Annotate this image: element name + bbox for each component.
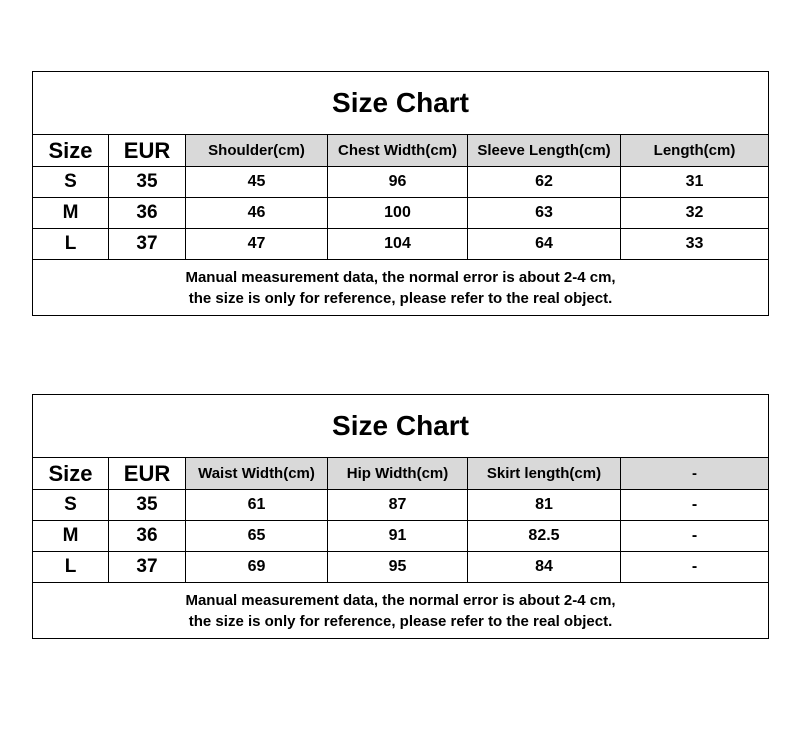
header-size: Size (33, 458, 109, 490)
cell-eur: 36 (109, 521, 186, 552)
cell-length: 31 (621, 167, 769, 198)
cell-empty: - (621, 552, 769, 583)
cell-sleeve-length: 63 (468, 198, 621, 229)
cell-chest-width: 96 (328, 167, 468, 198)
measurement-note (33, 260, 769, 316)
cell-eur: 37 (109, 229, 186, 260)
header-shoulder: Shoulder(cm) (186, 135, 328, 167)
cell-eur: 37 (109, 552, 186, 583)
header-eur: EUR (109, 135, 186, 167)
cell-eur: 35 (109, 490, 186, 521)
table-row (33, 198, 769, 229)
chart-title: Size Chart (33, 395, 769, 458)
cell-empty: - (621, 521, 769, 552)
cell-skirt-length: 82.5 (468, 521, 621, 552)
header-eur: EUR (109, 458, 186, 490)
cell-waist-width: 61 (186, 490, 328, 521)
header-empty: - (621, 458, 769, 490)
cell-hip-width: 87 (328, 490, 468, 521)
cell-eur: 35 (109, 167, 186, 198)
chart-title: Size Chart (33, 72, 769, 135)
cell-skirt-length: 84 (468, 552, 621, 583)
size-chart-table (32, 71, 769, 316)
header-sleeve-length: Sleeve Length(cm) (468, 135, 621, 167)
cell-hip-width: 91 (328, 521, 468, 552)
header-skirt-length: Skirt length(cm) (468, 458, 621, 490)
size-chart-table (32, 394, 769, 639)
cell-empty: - (621, 490, 769, 521)
cell-size: S (33, 167, 109, 198)
cell-size: M (33, 521, 109, 552)
cell-length: 33 (621, 229, 769, 260)
cell-skirt-length: 81 (468, 490, 621, 521)
cell-shoulder: 45 (186, 167, 328, 198)
cell-sleeve-length: 62 (468, 167, 621, 198)
cell-size: L (33, 229, 109, 260)
header-size: Size (33, 135, 109, 167)
header-hip-width: Hip Width(cm) (328, 458, 468, 490)
cell-hip-width: 95 (328, 552, 468, 583)
size-chart-bottom (32, 394, 768, 639)
header-row (33, 458, 769, 490)
note-line: the size is only for reference, please refer to the real object. (188, 612, 613, 630)
cell-chest-width: 104 (328, 229, 468, 260)
table-row (33, 552, 769, 583)
cell-size: S (33, 490, 109, 521)
cell-size: M (33, 198, 109, 229)
note-line: Manual measurement data, the normal error is about 2-4 cm, (185, 268, 616, 286)
note-line: the size is only for reference, please refer to the real object. (188, 289, 613, 307)
cell-length: 32 (621, 198, 769, 229)
cell-chest-width: 100 (328, 198, 468, 229)
size-chart-top (32, 71, 768, 316)
header-row (33, 135, 769, 167)
cell-size: L (33, 552, 109, 583)
table-row (33, 229, 769, 260)
header-waist-width: Waist Width(cm) (186, 458, 328, 490)
measurement-note (33, 583, 769, 639)
header-length: Length(cm) (621, 135, 769, 167)
cell-waist-width: 65 (186, 521, 328, 552)
cell-sleeve-length: 64 (468, 229, 621, 260)
table-row (33, 521, 769, 552)
header-chest-width: Chest Width(cm) (328, 135, 468, 167)
cell-waist-width: 69 (186, 552, 328, 583)
cell-eur: 36 (109, 198, 186, 229)
table-row (33, 490, 769, 521)
note-line: Manual measurement data, the normal error is about 2-4 cm, (185, 591, 616, 609)
cell-shoulder: 47 (186, 229, 328, 260)
cell-shoulder: 46 (186, 198, 328, 229)
table-row (33, 167, 769, 198)
